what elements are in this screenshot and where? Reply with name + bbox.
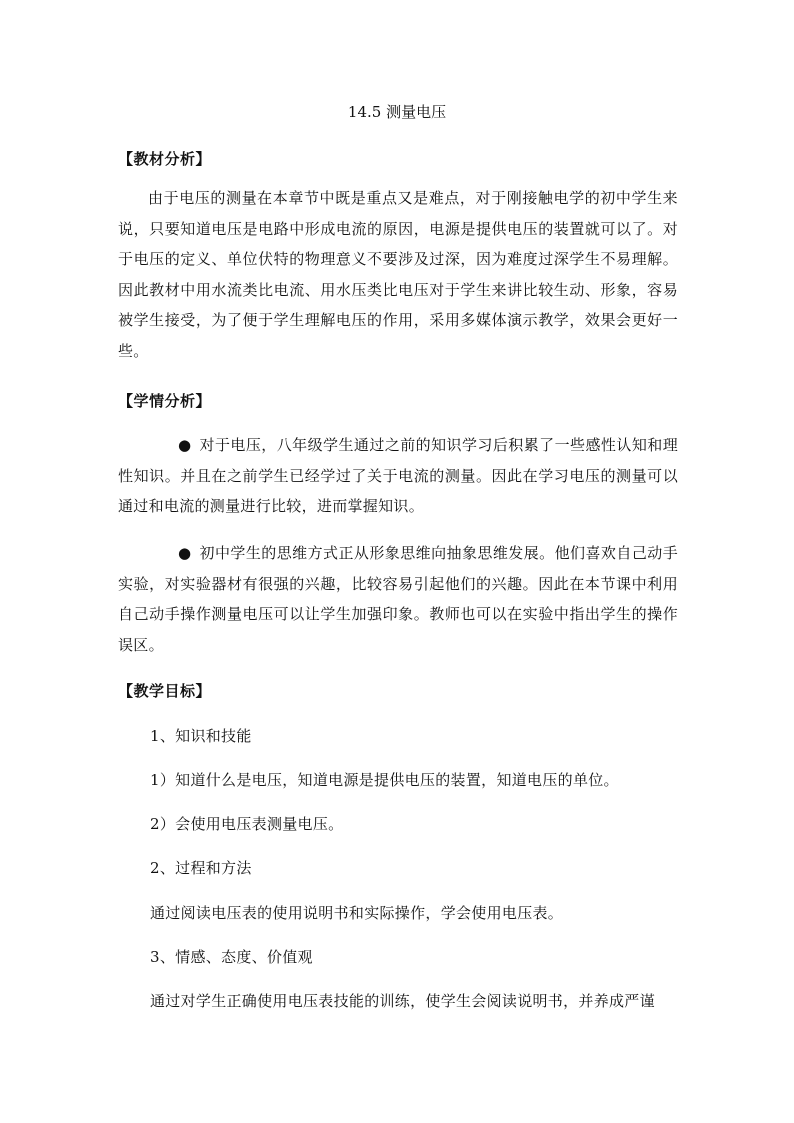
section-heading-textbook-analysis: 【教材分析】 (118, 150, 212, 168)
section-heading-teaching-goals: 【教学目标】 (118, 682, 212, 700)
goal-line-1: 1）知道什么是电压，知道电源是提供电压的装置，知道电压的单位。 (150, 771, 619, 789)
goal-line-3: 通过阅读电压表的使用说明书和实际操作，学会使用电压表。 (150, 904, 564, 922)
goal-line-process-methods: 2、过程和方法 (150, 859, 252, 877)
section-heading-student-analysis: 【学情分析】 (118, 392, 212, 410)
student-analysis-bullet-1 (118, 430, 678, 522)
page-title: 14.5 测量电压 (347, 103, 447, 121)
bullet-text: 初中学生的思维方式正从形象思维向抽象思维发展。他们喜欢自己动手实验，对实验器材有很强的兴趣，比较容易引起他们的兴趣。因此在本节课中利用自己动手操作测量电压可以让学生加强印象。教师也可以在实验中指出学生的操作误区。 (118, 544, 678, 654)
goal-line-attitude-values: 3、情感、态度、价值观 (150, 948, 313, 966)
student-analysis-bullet-2 (118, 538, 678, 660)
goal-line-2: 2）会使用电压表测量电压。 (150, 815, 344, 833)
textbook-analysis-paragraph: 由于电压的测量在本章节中既是重点又是难点，对于刚接触电学的初中学生来说，只要知道电压是电路中形成电流的原因，电源是提供电压的装置就可以了。对于电压的定义、单位伏特的物理意义不要涉及过深，因为难度过深学生不易理解。因此教材中用水流类比电流、用水压类比电压对于学生来讲比较生动、形象，容易被学生接受，为了便于学生理解电压的作用，采用多媒体演示教学，效果会更好一些。 (118, 189, 678, 360)
goal-line-4: 通过对学生正确使用电压表技能的训练，使学生会阅读说明书，并养成严谨 (150, 992, 655, 1010)
goal-line-knowledge-skills: 1、知识和技能 (150, 727, 252, 745)
bullet-icon: ● (178, 436, 192, 454)
bullet-text: 对于电压，八年级学生通过之前的知识学习后积累了一些感性认知和理性知识。并且在之前学生已经学过了关于电流的测量。因此在学习电压的测量可以通过和电流的测量进行比较，进而掌握知识。 (118, 436, 678, 516)
bullet-icon: ● (178, 544, 192, 562)
